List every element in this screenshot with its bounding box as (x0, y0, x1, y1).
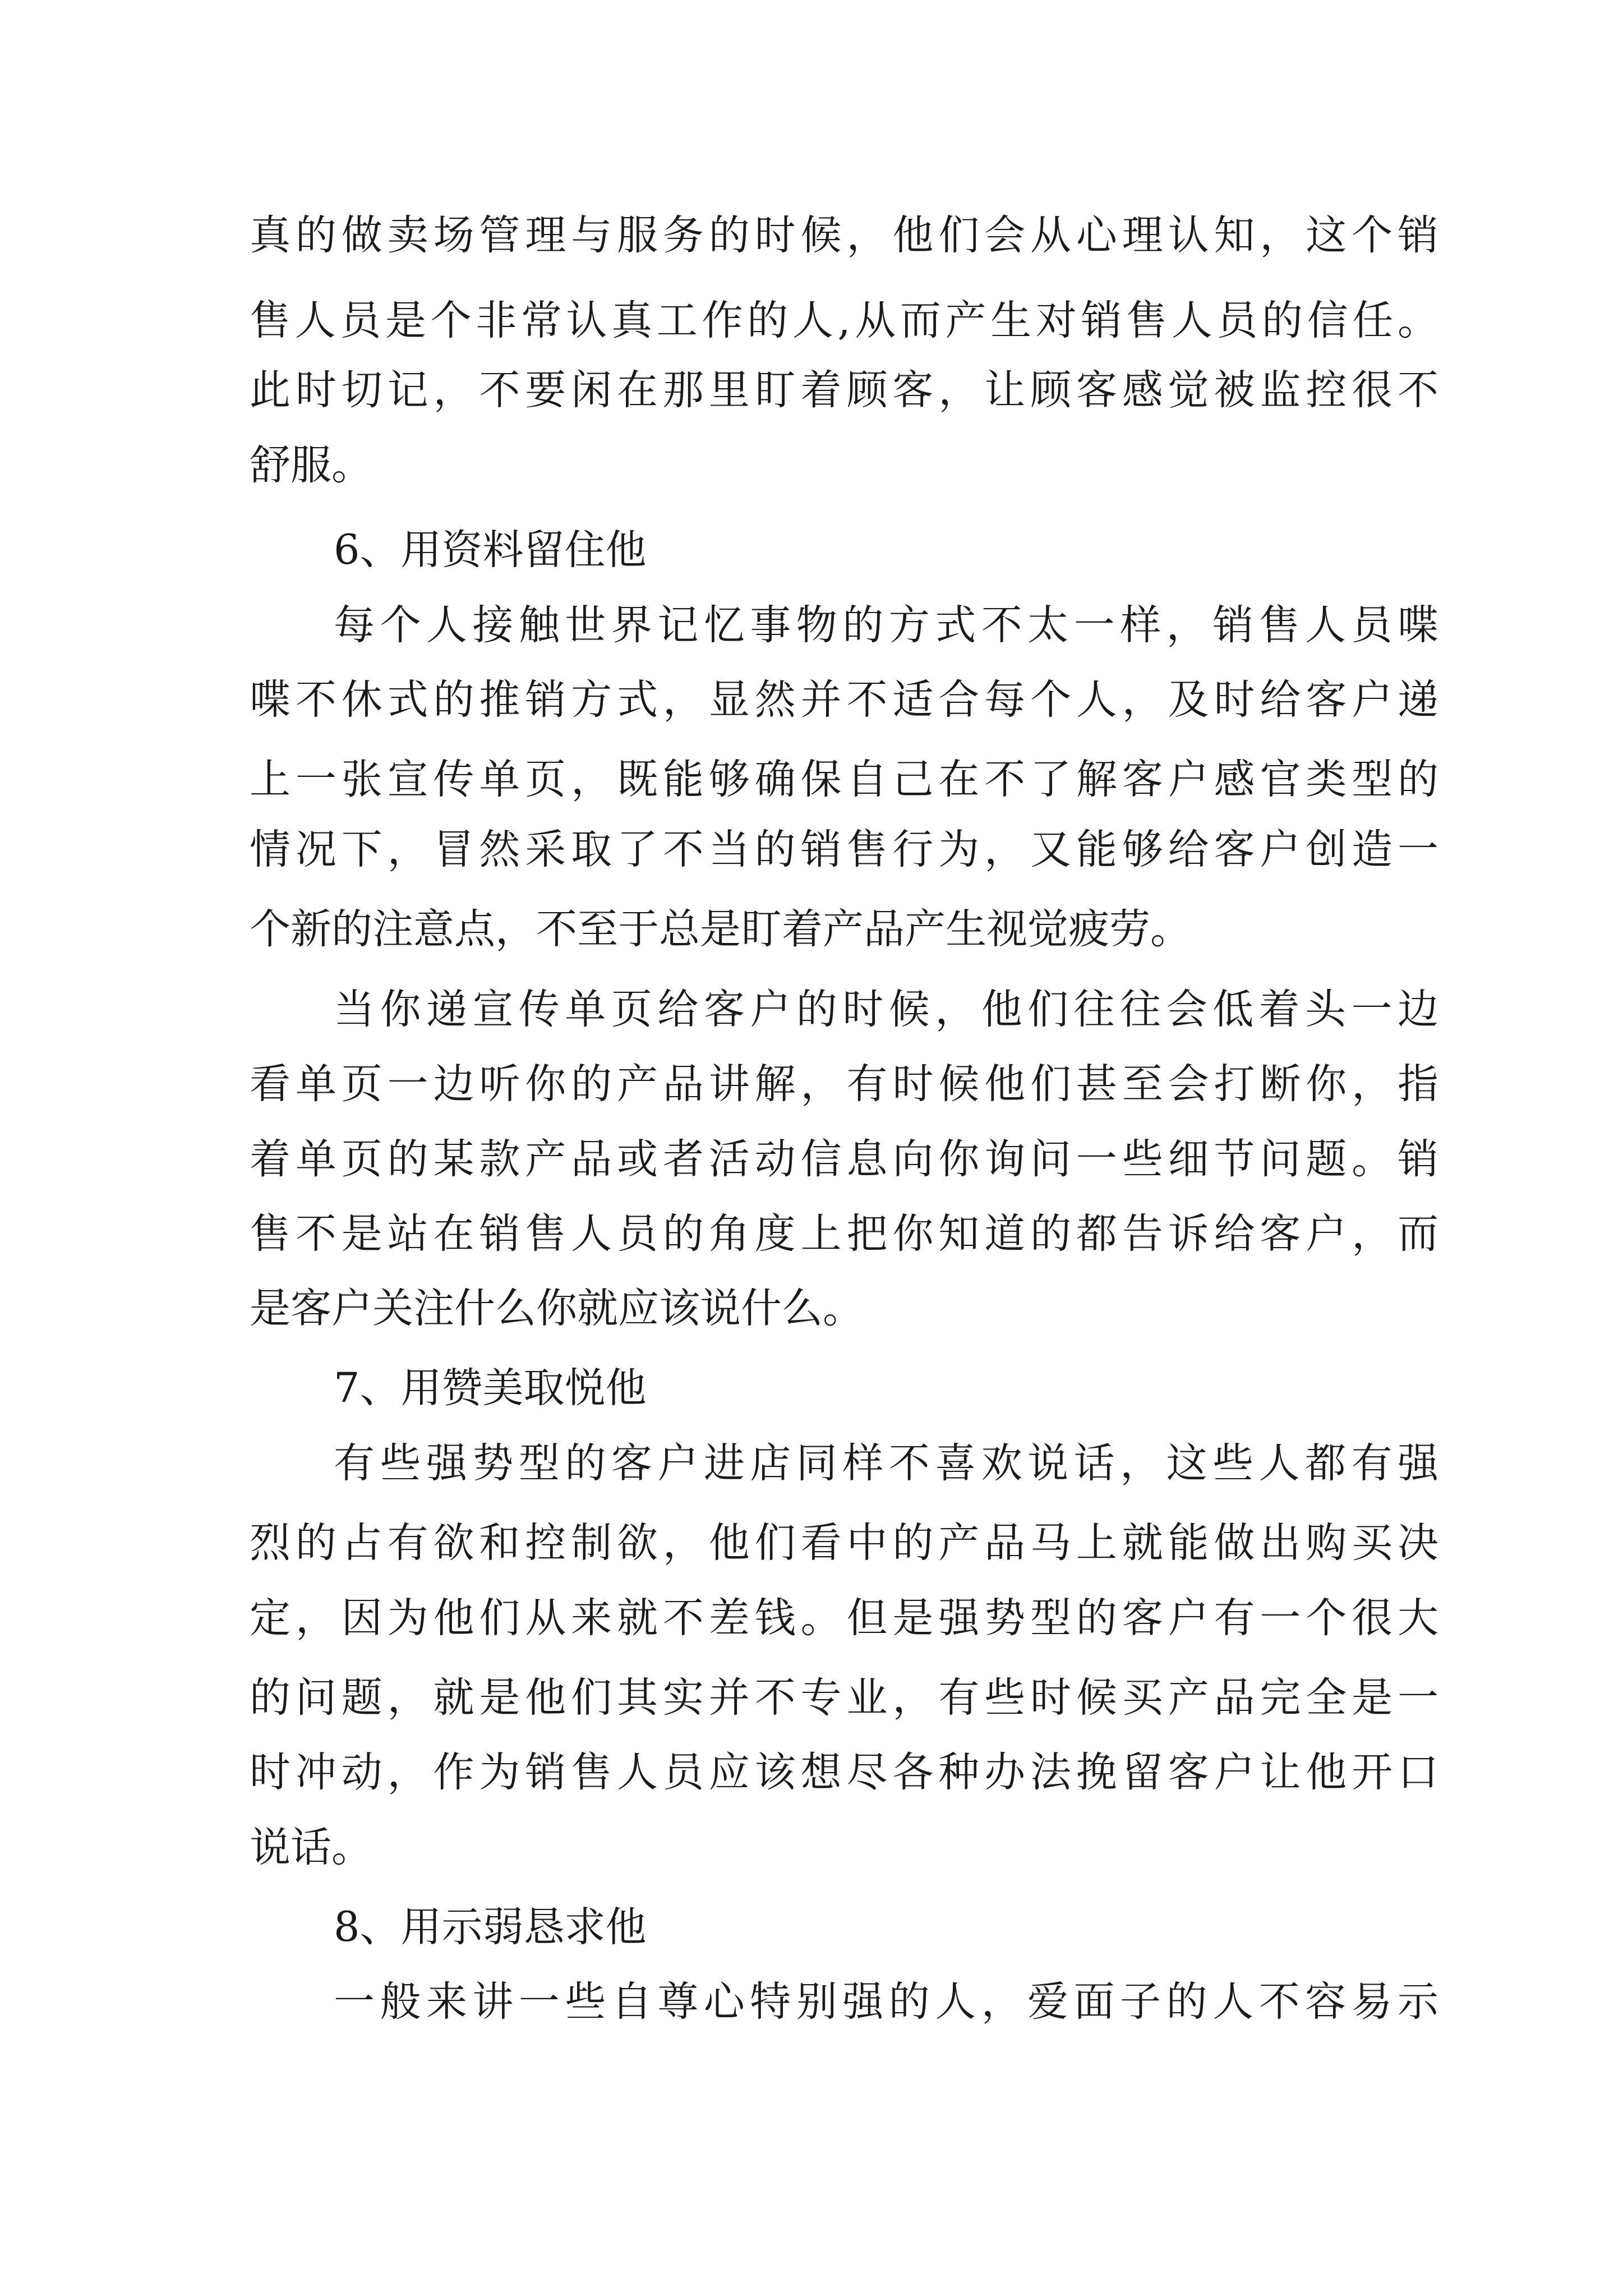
text-line: 是客户关注什么你就应该说什么。 (250, 1285, 864, 1332)
text-line: 着单页的某款产品或者活动信息向你询问一些细节问题。销 (250, 1135, 1438, 1183)
text-line: 售人员是个非常认真工作的人,从而产生对销售人员的信任。 (250, 297, 1438, 344)
text-line: 一般来讲一些自尊心特别强的人，爱面子的人不容易示 (334, 1978, 1438, 2026)
text-line: 上一张宣传单页，既能够确保自己在不了解客户感官类型的 (250, 756, 1438, 803)
text-line: 真的做卖场管理与服务的时候，他们会从心理认知，这个销 (250, 211, 1438, 259)
text-line: 的问题，就是他们其实并不专业，有些时候买产品完全是一 (250, 1674, 1438, 1722)
text-line: 喋不休式的推销方式，显然并不适合每个人，及时给客户递 (250, 676, 1438, 724)
section-heading: 6、用资料留住他 (334, 526, 647, 574)
text-line: 当你递宣传单页给客户的时候，他们往往会低着头一边 (334, 986, 1438, 1033)
text-line: 烈的占有欲和控制欲，他们看中的产品马上就能做出购买决 (250, 1519, 1438, 1567)
text-line: 舒服。 (250, 441, 372, 489)
text-line: 看单页一边听你的产品讲解，有时候他们甚至会打断你，指 (250, 1060, 1438, 1108)
text-line: 售不是站在销售人员的角度上把你知道的都告诉给客户，而 (250, 1210, 1438, 1258)
text-line: 个新的注意点，不至于总是盯着产品产生视觉疲劳。 (250, 905, 1191, 953)
text-line: 此时切记，不要闲在那里盯着顾客，让顾客感觉被监控很不 (250, 366, 1438, 414)
text-line: 有些强势型的客户进店同样不喜欢说话，这些人都有强 (334, 1439, 1438, 1487)
section-heading: 7、用赞美取悦他 (334, 1364, 647, 1412)
text-line: 每个人接触世界记忆事物的方式不太一样，销售人员喋 (334, 601, 1438, 649)
text-line: 说话。 (250, 1824, 372, 1871)
text-line: 定，因为他们从来就不差钱。但是强势型的客户有一个很大 (250, 1594, 1438, 1642)
text-line: 情况下，冒然采取了不当的销售行为，又能够给客户创造一 (250, 826, 1438, 873)
section-heading: 8、用示弱恳求他 (334, 1903, 647, 1951)
text-line: 时冲动，作为销售人员应该想尽各种办法挽留客户让他开口 (250, 1749, 1438, 1796)
